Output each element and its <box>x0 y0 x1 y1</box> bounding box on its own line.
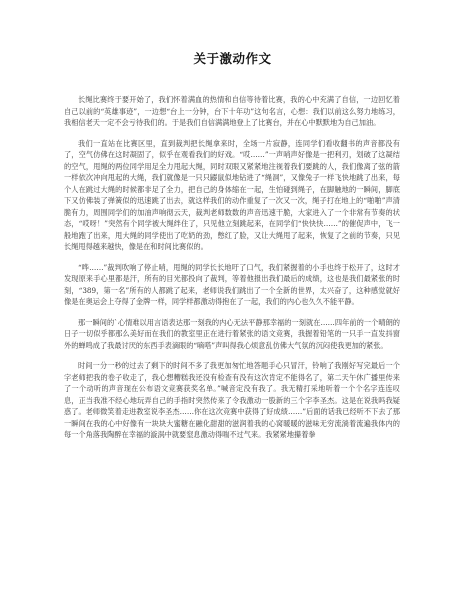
document-title: 关于激动作文 <box>193 51 272 66</box>
paragraph: 我们一直站在比赛区里，直到裁判把长绳拿来时，全场一片寂静，连同学们看收翻书的声音都没有了，空气仿佛在这时凝固了，似乎在观看我们的好戏。“哎……”一声哨声好像是一把利刃，划破了这凝结的空气，甩绳的两位同学用足全力甩起大绳，同时双眼又紧紧地注视着我们要跳的人，我们像离了弦的箭一样依次冲向甩起的大绳，我们就像是一只只鼹鼠似地钻进了“绳洞”，又像兔子一样飞快地跳了出来，每个人在跳过大绳的时候都非足了全力，把自己的身体缩在一起，生怕碰到绳子，在脚触地的一瞬间，脚底下又仿佛装了弹簧似的迅速跳了出去，就这样我们的动作重复了一次又一次，绳子打在地上的“啪啪”声清脆有力，周围同学们的加油声响彻云天，裁判老师数数的声音迅速干脆，大家进入了一个非常有节奏的状态，“哎呀！”突然有个同学被大绳绊住了，只见他立刻跳起来，在同学们“快快快……”的催促声中，飞一般地跑了出来，甩大绳的同学使出了吃奶的劲，憋红了脸，又让大绳甩了起来，恢复了之前的节奏，只见长绳甩得越来越快，像是在和时间比赛似的。 <box>64 138 400 251</box>
paragraph: 那一瞬间的`心情难以用言语表达那一刻我的内心无法平静那幸福的一刻就在……四年前的一个晴朗的日子一切似乎都那么美好而在我们的教室里正在进行着紧张的语文竞赛，我握着铅笔的一只手一直发抖窗外的蝉鸣成了我最讨厌的东西手表滴眼的“嘀嗒”声叫得我心烦意乱仿佛大气氛的沉闷使我更加的紧张。 <box>64 317 400 350</box>
paragraph: 长绳比赛终于要开始了，我们怀着满血的热情和自信等待着比赛，我的心中充满了自信，一边回忆着自己以前的“英雄事迹”，一边想“台上一分钟，台下十年功”这句名言，心想：我们以前这么努力地练习，我相信老天一定不会亏待我们的。于是我们自信满满地登上了比赛台，并在心中默默地为自己加油。 <box>64 95 400 127</box>
document-body <box>64 94 400 450</box>
paragraph: 时间一分一秒的过去了剩下的时间不多了我更加匆忙地答题手心只冒汗，铃响了我刚好写完最后一个字老师把我的卷子收走了，我心想糟糕我还没有检查有没有这次肯定不能得名了，第二天午休广播里传来了一个动听的声音现在公布语文竞赛获奖名单。”喊音定没有我了。我无精打采地听着一个个名字连连叹息，正当我准不经心地玩弄自己的手指时突然传来了令我激动一股新的三个字李圣杰。这是在说我吗我疑惑了。老师微笑着走进教室说李圣杰……你在这次竞赛中获得了好成绩……”后面的话我已经听不下去了那一瞬间在我的心中好像有一块块大蜜糖在融化甜甜的滋润着我的心窝暖暖的滋味无穷流淌着流遍我体内的每一个角落我陶醉在幸福的漩涡中就要窒息激动得喘不过气来。我紧紧地攥着拳 <box>64 361 400 439</box>
paragraph: “哗……”裁判吹响了停止哨，甩绳的同学长长地吁了口气，我们紧握着的小手也终于松开了，这时才发现原来手心里都是汗，所有的目光都投向了裁判，等着他报出我们最后的成绩，这也是我们最紧张的时刻，“389，第一名”所有的人都跳了起来，老师说我们跳出了一个全新的世界，太兴奋了，这种感觉就好像是在奥运会上夺得了金牌一样，同学样都激动得抱在了一起，我们的内心也久久不能平静。 <box>64 262 400 306</box>
